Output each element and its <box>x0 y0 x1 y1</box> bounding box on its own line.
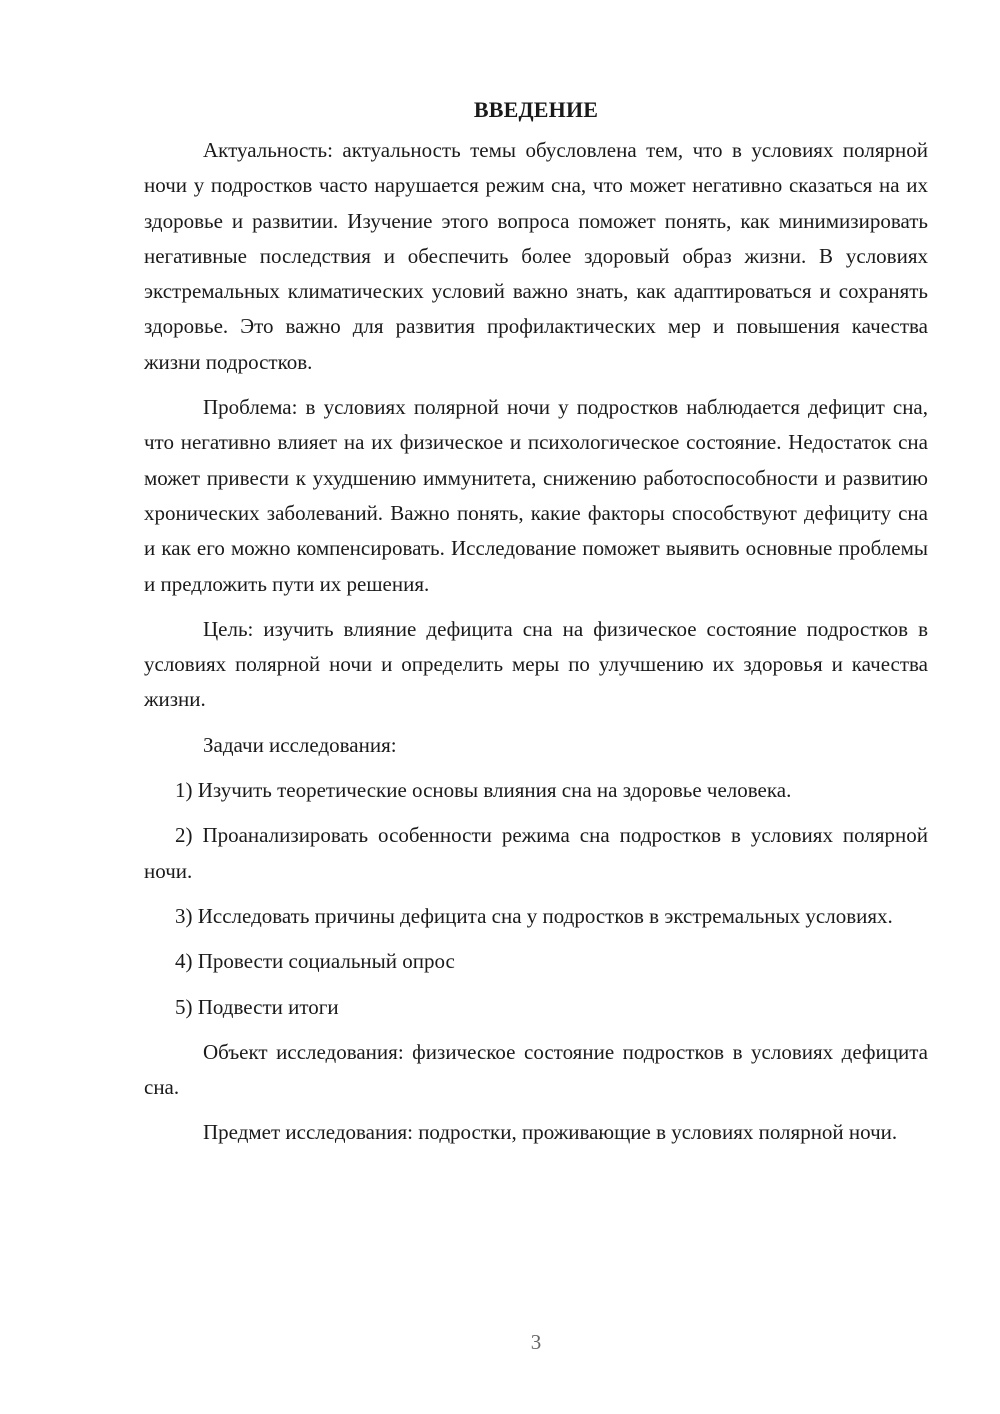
task-item: 3) Исследовать причины дефицита сна у подростков в экстремальных условиях. <box>175 903 893 928</box>
tasks-heading: Задачи исследования: <box>203 732 397 757</box>
paragraph-goal: Цель: изучить влияние дефицита сна на физическое состояние подростков в условиях полярной ночи и определить меры по улучшению их здоровья и качества жизни. <box>144 616 928 712</box>
task-item: 5) Подвести итоги <box>175 994 339 1019</box>
page-title: ВВЕДЕНИЕ <box>473 97 599 122</box>
task-item: 4) Провести социальный опрос <box>175 949 455 974</box>
paragraph-problem: Проблема: в условиях полярной ночи у подростков наблюдается дефицит сна, что негативно влияет на их физическое и психологическое состояние. Недостаток сна может привести к ухудшению иммунитета, снижению работоспособности и развитию хронических заболеваний. Важно понять, какие факторы способствуют дефициту сна и как его можно компенсировать. Исследование поможет выявить основные проблемы и предложить пути их решения. <box>144 395 928 596</box>
task-item: 1) Изучить теоретические основы влияния сна на здоровье человека. <box>175 778 792 803</box>
page-number: 3 <box>530 1330 542 1354</box>
task-item: 2) Проанализировать особенности режима сна подростков в условиях полярной ночи. <box>144 823 928 883</box>
paragraph-subject: Предмет исследования: подростки, проживающие в условиях полярной ночи. <box>203 1120 898 1145</box>
paragraph-object: Объект исследования: физическое состояние подростков в условиях дефицита сна. <box>144 1039 928 1100</box>
paragraph-relevance: Актуальность: актуальность темы обусловлена тем, что в условиях полярной ночи у подростков часто нарушается режим сна, что может негативно сказаться на их здоровье и развитии. Изучение этого вопроса поможет понять, как минимизировать негативные последствия и обеспечить более здоровый образ жизни. В условиях экстремальных климатических условий важно знать, как адаптироваться и сохранять здоровье. Это важно для развития профилактических мер и повышения качества жизни подростков. <box>144 138 928 374</box>
document-page <box>144 92 928 1161</box>
